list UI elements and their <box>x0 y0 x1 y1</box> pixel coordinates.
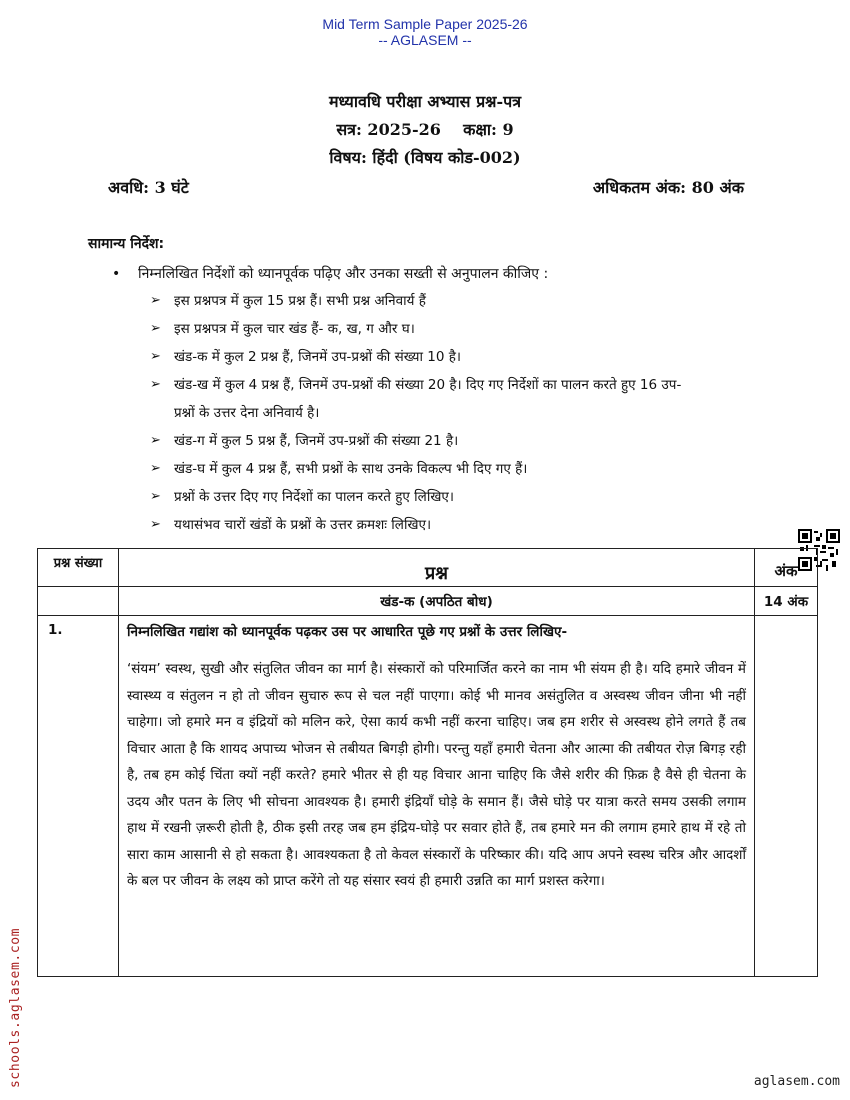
arrow-bullet-icon: ➢ <box>150 293 161 308</box>
instruction-item: ➢ इस प्रश्नपत्र में कुल 15 प्रश्न हैं। सभी प्रश्न अनिवार्य हैं <box>150 287 690 315</box>
instruction-item: ➢ खंड-ख में कुल 4 प्रश्न हैं, जिनमें उप-प्रश्नों की संख्या 20 है। दिए गए निर्देशों का पालन करते हुए 16 उप-प्रश्नों के उत्तर देना अनिवार्य है। <box>150 371 690 427</box>
arrow-bullet-icon: ➢ <box>150 321 161 336</box>
question-instruction: निम्नलिखित गद्यांश को ध्यानपूर्वक पढ़कर उस पर आधारित पूछे गए प्रश्नों के उत्तर लिखिए- <box>127 624 568 640</box>
instructions-list <box>150 287 690 539</box>
question-row <box>38 616 818 977</box>
instruction-item: ➢ प्रश्नों के उत्तर दिए गए निर्देशों का पालन करते हुए लिखिए। <box>150 483 690 511</box>
column-header-question: प्रश्न <box>119 549 755 587</box>
instruction-item: ➢ खंड-क में कुल 2 प्रश्न हैं, जिनमें उप-प्रश्नों की संख्या 10 है। <box>150 343 690 371</box>
question-table <box>37 548 818 977</box>
question-marks-cell <box>755 616 818 977</box>
question-body <box>119 616 755 977</box>
subject-line: विषय: हिंदी (विषय कोड-002) <box>329 148 521 167</box>
exam-title: मध्यावधि परीक्षा अभ्यास प्रश्न-पत्र <box>328 92 522 111</box>
question-number: 1. <box>38 616 119 977</box>
instruction-item: ➢ इस प्रश्नपत्र में कुल चार खंड हैं- क, ख, ग और घ। <box>150 315 690 343</box>
instruction-item: ➢ खंड-ग में कुल 5 प्रश्न हैं, जिनमें उप-प्रश्नों की संख्या 21 है। <box>150 427 690 455</box>
section-row <box>38 587 818 616</box>
column-header-number: प्रश्न संख्या <box>38 549 119 587</box>
arrow-bullet-icon: ➢ <box>150 349 161 364</box>
arrow-bullet-icon: ➢ <box>150 517 161 532</box>
table-header-row <box>38 549 818 587</box>
arrow-bullet-icon: ➢ <box>150 433 161 448</box>
instructions-bullet-text: निम्नलिखित निर्देशों को ध्यानपूर्वक पढ़िए और उनका सख्ती से अनुपालन कीजिए : <box>138 266 549 282</box>
instructions-bullet <box>112 264 548 283</box>
instruction-item: ➢ यथासंभव चारों खंडों के प्रश्नों के उत्तर क्रमशः लिखिए। <box>150 511 690 539</box>
duration: अवधि: 3 घंटे <box>108 178 189 197</box>
title-block <box>0 88 850 172</box>
general-instructions-heading: सामान्य निर्देश: <box>88 236 165 252</box>
arrow-bullet-icon: ➢ <box>150 377 161 392</box>
bullet-icon: • <box>112 266 121 282</box>
max-marks: अधिकतम अंक: 80 अंक <box>592 178 744 197</box>
section-title: खंड-क (अपठित बोध) <box>119 587 755 616</box>
arrow-bullet-icon: ➢ <box>150 489 161 504</box>
column-header-marks: अंक <box>755 549 818 587</box>
passage-text: ‘संयम’ स्वस्थ, सुखी और संतुलित जीवन का मार्ग है। संस्कारों को परिमार्जित करने का नाम भी संयम ही है। यदि हमारे जीवन में स्वास्थ्य व संतुलन न हो तो जीवन सुचारु रूप से चल नहीं पाएगा। कोई भी मानव असंतुलित व अस्वस्थ जीवन जीना भी नहीं चाहेगा। जो हमारे मन व इंद्रियों को मलिन करे, ऐसा कार्य कभी नहीं करना चाहिए। जब हम शरीर से अस्वस्थ होने लगते हैं तब विचार आता है कि शायद अपाच्य भोजन से तबीयत बिगड़ी होगी। परन्तु यहाँ हमारी चेतना और आत्मा की तबीयत रोज़ बिगड़ रही है, तब हम कोई चिंता क्यों नहीं करते? हमारे भीतर से ही यह विचार आना चाहिए कि जैसे शरीर की फ़िक्र है वैसे ही चेतना के उदय और पतन के लिए भी सोचना आवश्यक है। हमारी इंद्रियाँ घोड़े के समान हैं। जैसे घोड़े पर यात्रा करते समय उसकी लगाम हाथ में रखनी ज़रूरी होती है, ठीक इसी तरह जब हम इंद्रिय-घोड़े पर सवार होते हैं, तब हमारे मन की लगाम हमारे हाथ में रहे तो सारा काम आसानी से हो सकता है। आवश्यकता है तो केवल संस्कारों के परिष्कार की। यदि आप अपने स्वस्थ चरित्र और आदर्शों के बल पर जीवन के लक्ष्य को प्राप्त करेंगे तो यह संसार स्वयं ही हमारी उन्नति का मार्ग प्रशस्त करेगा। <box>127 661 746 889</box>
footer-watermark: aglasem.com <box>753 1074 840 1089</box>
side-watermark: schools.aglasem.com <box>8 927 23 1088</box>
instruction-item: ➢ खंड-घ में कुल 4 प्रश्न हैं, सभी प्रश्नों के साथ उनके विकल्प भी दिए गए हैं। <box>150 455 690 483</box>
arrow-bullet-icon: ➢ <box>150 461 161 476</box>
header-line-2: -- AGLASEM -- <box>378 32 472 48</box>
header-line-1: Mid Term Sample Paper 2025-26 <box>322 16 528 32</box>
session-class: सत्र: 2025-26 कक्षा: 9 <box>336 120 514 139</box>
paper-header <box>0 16 850 48</box>
section-marks: 14 अंक <box>755 587 818 616</box>
